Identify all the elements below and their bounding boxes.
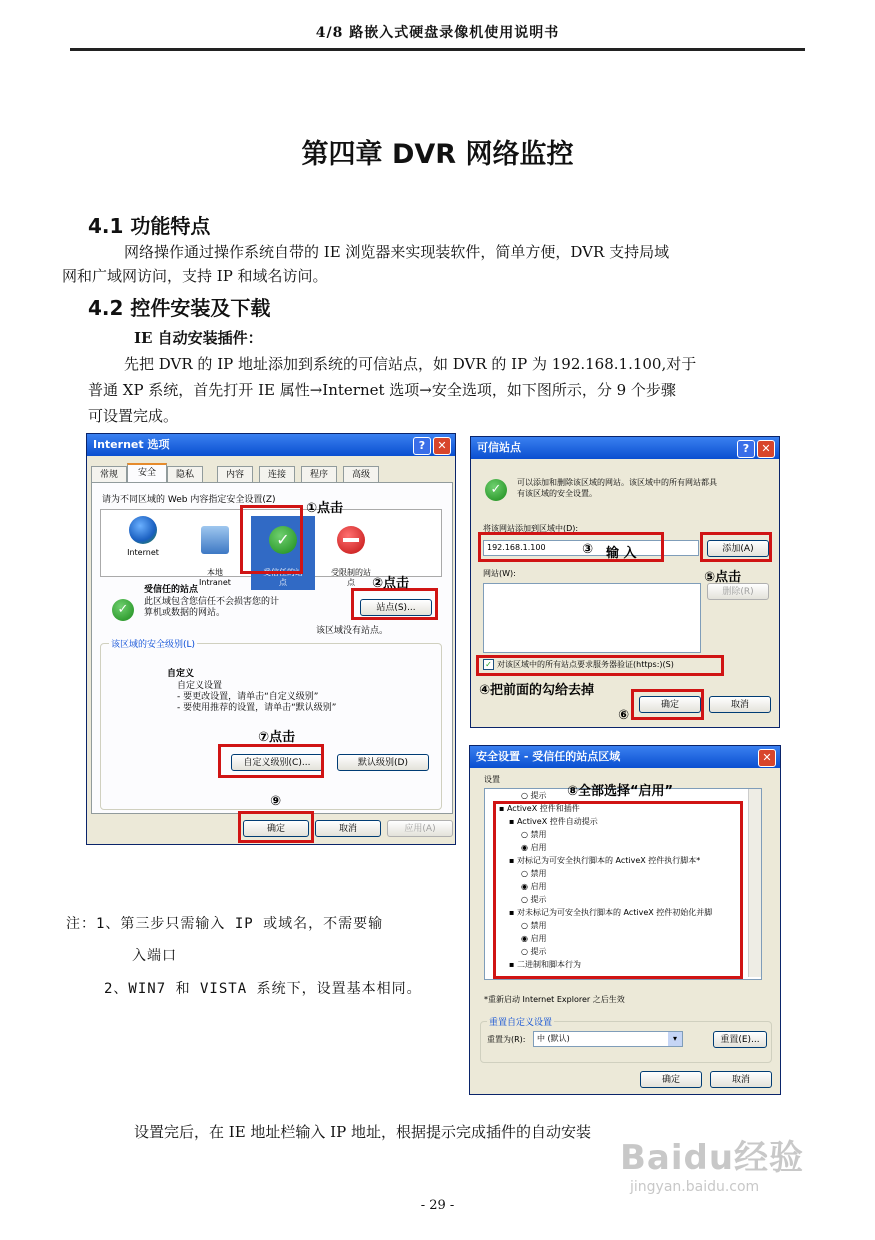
watermark-brand: Baidu经验 [620, 1138, 805, 1178]
running-header: 4/8 路嵌入式硬盘录像机使用说明书 [315, 25, 560, 41]
step-4-label: ④把前面的勾给去掉 [479, 683, 595, 698]
step-5-label: ⑤点击 [704, 570, 742, 585]
tab-advanced[interactable]: 高级 [343, 466, 379, 483]
baidu-watermark [620, 1130, 830, 1200]
custom-line-2: - 要更改设置，请单击“自定义级别” [177, 692, 319, 702]
security-level-label: 该区域的安全级别(L) [109, 637, 197, 650]
radio-icon: ○ [521, 830, 528, 839]
section-2-line-1: 先把 DVR 的 IP 地址添加到系统的可信站点，如 DVR 的 IP 为 192.168.1.100,对于 [124, 355, 697, 373]
internet-options-dialog [86, 433, 456, 845]
highlight-custom-level [218, 744, 324, 778]
tree-row: ▪ 二进制和脚本行为 [509, 960, 581, 969]
tree-row[interactable]: ○ 禁用 [521, 830, 547, 839]
tree-row: ▪ 对标记为可安全执行脚本的 ActiveX 控件执行脚本* [509, 856, 701, 865]
zone-restricted-label: 受限制的站 点 [331, 568, 371, 587]
note-line-3: 2、WIN7 和 VISTA 系统下，设置基本相同。 [104, 981, 422, 997]
intranet-icon [201, 526, 229, 554]
custom-title: 自定义 [167, 669, 195, 679]
step-8-label: ⑧全部选择“启用” [567, 784, 674, 799]
setting-icon: ▪ [509, 817, 515, 826]
radio-selected-icon: ◉ [521, 934, 528, 943]
trusted-cancel-button[interactable]: 取消 [709, 696, 771, 713]
zone-internet[interactable] [111, 516, 175, 558]
setting-icon: ▪ [509, 856, 515, 865]
section-heading-4-1: 4.1 功能特点 [88, 214, 211, 238]
tab-security[interactable]: 安全 [127, 463, 167, 484]
add-site-label: 将该网站添加到区域中(D): [483, 524, 579, 533]
highlight-activex-settings [493, 801, 743, 979]
security-cancel-button[interactable]: 取消 [710, 1071, 772, 1088]
close-icon[interactable]: ✕ [758, 749, 776, 767]
setting-icon: ▪ [509, 960, 515, 969]
sites-list[interactable] [483, 583, 701, 653]
header-rule [70, 48, 805, 51]
section-heading-4-2: 4.2 控件安装及下载 [88, 296, 271, 320]
zone-trusted-label: 受信任的站 点 [263, 568, 303, 587]
tree-scrollbar[interactable] [748, 789, 761, 977]
highlight-https-checkbox [476, 655, 724, 676]
trusted-zone-check-icon: ✓ [112, 599, 134, 621]
tree-row[interactable]: ○ 禁用 [521, 921, 547, 930]
close-icon[interactable]: ✕ [433, 437, 451, 455]
reset-level-select[interactable] [533, 1031, 683, 1047]
reset-button[interactable]: 重置(E)... [713, 1031, 767, 1048]
internet-ok-button[interactable]: 确定 [243, 820, 309, 837]
trusted-ok-button[interactable]: 确定 [639, 696, 701, 713]
page-number: - 29 - [420, 1198, 455, 1213]
zone-internet-label: Internet [127, 548, 159, 557]
step-9-label: ⑨ [270, 794, 282, 809]
watermark-url: jingyan.baidu.com [630, 1179, 760, 1195]
tab-general[interactable]: 常规 [91, 466, 127, 483]
help-icon[interactable]: ? [413, 437, 431, 455]
radio-icon: ○ [521, 947, 528, 956]
note-line-1: 注：1、第三步只需输入 IP 或域名，不需要输 [66, 916, 384, 932]
trusted-desc-1: 可以添加和删除该区域的网站。该区域中的所有网站都具 [517, 478, 717, 487]
globe-icon [129, 516, 157, 544]
tree-row[interactable]: ○ 提示 [521, 791, 547, 800]
reset-level-value: 中 (默认) [537, 1034, 570, 1043]
help-icon[interactable]: ? [737, 440, 755, 458]
sites-list-label: 网站(W): [483, 569, 516, 578]
section-1-line-2: 网和广域网访问，支持 IP 和域名访问。 [62, 267, 328, 285]
internet-cancel-button[interactable]: 取消 [315, 820, 381, 837]
radio-icon: ○ [521, 921, 528, 930]
step-2-label: ②点击 [372, 576, 410, 591]
zone-prompt: 请为不同区域的 Web 内容指定安全设置(Z) [102, 495, 276, 505]
site-address-input[interactable]: 192.168.1.100 [483, 540, 699, 556]
section-2-line-2: 普通 XP 系统，首先打开 IE 属性→Internet 选项→安全选项，如下图所示，分 9 个步骤 [88, 381, 676, 399]
custom-line-3: - 要使用推荐的设置，请单击“默认级别” [177, 703, 337, 713]
security-settings-title: 安全设置 - 受信任的站点区域 [476, 750, 621, 763]
no-sites-text: 该区域没有站点。 [316, 626, 389, 636]
radio-icon: ○ [521, 869, 528, 878]
reset-group-label: 重置自定义设置 [487, 1015, 554, 1028]
security-ok-button[interactable]: 确定 [640, 1071, 702, 1088]
trusted-desc-2: 有该区域的安全设置。 [517, 489, 597, 498]
tree-row: ▪ ActiveX 控件自动提示 [509, 817, 598, 826]
remove-site-button[interactable]: 删除(R) [707, 583, 769, 600]
trusted-zone-title: 受信任的站点 [144, 585, 199, 595]
internet-apply-button[interactable]: 应用(A) [387, 820, 453, 837]
reset-to-label: 重置为(R): [487, 1035, 526, 1044]
trusted-sites-titlebar [471, 437, 779, 459]
tree-row: ▪ ActiveX 控件和插件 [499, 804, 580, 813]
tab-privacy[interactable]: 隐私 [167, 466, 203, 483]
trusted-check-icon: ✓ [485, 479, 507, 501]
highlight-add-button [700, 532, 772, 562]
tree-row: ▪ 对未标记为可安全执行脚本的 ActiveX 控件初始化并脚 [509, 908, 713, 917]
folder-icon: ▪ [499, 804, 505, 813]
step-1-label: ①点击 [306, 501, 344, 516]
highlight-trusted-ok [631, 689, 704, 720]
trusted-zone-desc-1: 此区域包含您信任不会损害您的计 [144, 597, 280, 607]
radio-selected-icon: ◉ [521, 882, 528, 891]
settings-label: 设置 [484, 775, 500, 784]
custom-line-1: 自定义设置 [177, 681, 223, 691]
tab-connections[interactable]: 连接 [259, 466, 295, 483]
radio-icon: ○ [521, 791, 528, 800]
chapter-title: 第四章 DVR 网络监控 [301, 139, 574, 170]
https-checkbox[interactable]: ✓ [483, 659, 494, 670]
zone-intranet[interactable] [183, 516, 247, 588]
trusted-zone-desc-2: 算机或数据的网站。 [144, 608, 226, 618]
close-icon[interactable]: ✕ [757, 440, 775, 458]
tab-content[interactable]: 内容 [217, 466, 253, 483]
step-7-label: ⑦点击 [258, 730, 296, 745]
chevron-down-icon[interactable]: ▾ [668, 1032, 682, 1046]
tree-row[interactable]: ◉ 启用 [521, 843, 547, 852]
tab-programs[interactable]: 程序 [301, 466, 337, 483]
internet-options-title: Internet 选项 [93, 438, 170, 451]
radio-selected-icon: ◉ [521, 843, 528, 852]
radio-icon: ○ [521, 895, 528, 904]
sites-button[interactable]: 站点(S)... [360, 599, 432, 616]
section-2-line-3: 可设置完成。 [88, 407, 179, 425]
security-settings-titlebar [470, 746, 780, 768]
default-level-button[interactable]: 默认级别(D) [337, 754, 429, 771]
restricted-icon [337, 526, 365, 554]
highlight-trusted-zone [240, 505, 303, 574]
step-6-label: ⑥ [618, 708, 630, 723]
setting-icon: ▪ [509, 908, 515, 917]
final-instruction: 设置完后，在 IE 地址栏输入 IP 地址，根据提示完成插件的自动安装 [134, 1123, 591, 1141]
trusted-sites-title: 可信站点 [477, 441, 521, 454]
section-2-subheading: IE 自动安装插件： [134, 329, 263, 347]
internet-options-titlebar [87, 434, 455, 456]
https-checkbox-label: 对该区域中的所有站点要求服务器验证(https:)(S) [497, 660, 674, 669]
restart-note: *重新启动 Internet Explorer 之后生效 [484, 995, 625, 1004]
tree-row[interactable]: ○ 提示 [521, 895, 547, 904]
tree-row[interactable]: ○ 禁用 [521, 869, 547, 878]
note-line-2: 入端口 [132, 948, 177, 964]
section-1-line-1: 网络操作通过操作系统自带的 IE 浏览器来实现装软件，简单方便，DVR 支持局域 [124, 243, 670, 261]
tree-row[interactable]: ◉ 启用 [521, 882, 547, 891]
step-3-number: ③ [582, 542, 594, 557]
add-site-button[interactable]: 添加(A) [707, 540, 769, 557]
tree-row[interactable]: ◉ 启用 [521, 934, 547, 943]
highlight-sites-button [351, 588, 438, 620]
custom-level-button[interactable]: 自定义级别(C)... [231, 754, 323, 771]
highlight-ok-button [238, 811, 314, 843]
zone-intranet-label: 本地 Intranet [199, 568, 231, 587]
tree-row[interactable]: ○ 提示 [521, 947, 547, 956]
step-3-label: 输 入 [606, 546, 637, 561]
trusted-check-icon: ✓ [269, 526, 297, 554]
reset-group [480, 1018, 772, 1063]
